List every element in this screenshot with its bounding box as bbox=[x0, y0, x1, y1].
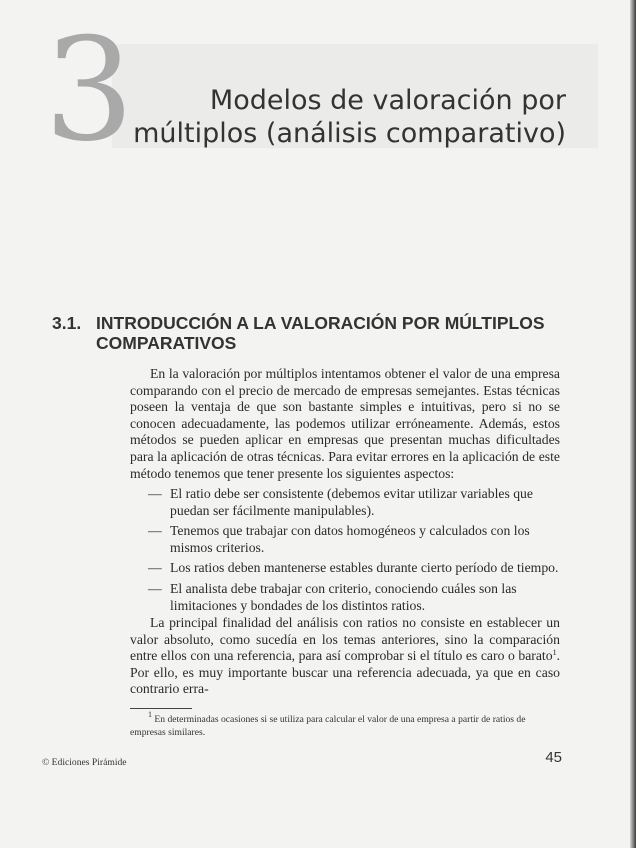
footnote bbox=[130, 710, 562, 739]
list-item-text: El analista debe trabajar con criterio, conociendo cuáles son las limitaciones y bondades de los distintos ratios. bbox=[170, 580, 517, 613]
dash-bullet: — bbox=[148, 523, 162, 539]
page-edge-shadow bbox=[630, 0, 636, 848]
dash-bullet: — bbox=[148, 486, 162, 501]
purpose-text-start: La principal finalidad del análisis con ratios no consiste en establecer un valor absoluto, como sucedía en los temas anteriores, sino la comparación entre ellos con una referencia, para así comprobar si el título es caro o barato bbox=[130, 615, 560, 664]
footnote-reference[interactable]: 1 bbox=[552, 648, 557, 658]
list-item bbox=[148, 560, 560, 577]
footnote-text: En determinadas ocasiones si se utiliza para calcular el valor de una empresa a partir de ratios de empresas similares. bbox=[130, 714, 526, 738]
list-item bbox=[148, 523, 560, 556]
list-item-text: Los ratios deben mantenerse estables durante cierto período de tiempo. bbox=[170, 560, 559, 576]
page-number: 45 bbox=[545, 749, 562, 766]
chapter-title-line-1: Modelos de valoración por bbox=[209, 85, 566, 116]
dash-bullet: — bbox=[148, 560, 162, 576]
list-item-text: El ratio debe ser consistente (debemos evitar utilizar variables que puedan ser fácilmente manipulables). bbox=[170, 486, 533, 518]
chapter-title bbox=[133, 84, 566, 150]
dash-bullet: — bbox=[148, 580, 162, 596]
purpose-text-end: . Por ello, es muy importante buscar una referencia adecuada, ya que en caso contrario erra- bbox=[130, 648, 560, 697]
section-title: INTRODUCCIÓN A LA VALORACIÓN POR MÚLTIPLOS COMPARATIVOS bbox=[96, 313, 545, 353]
footnote-marker: 1 bbox=[148, 710, 152, 719]
list-item-text: Tenemos que trabajar con datos homogéneos y calculados con los mismos criterios. bbox=[170, 523, 530, 555]
list-item bbox=[148, 486, 560, 519]
intro-paragraph: En la valoración por múltiplos intentamos obtener el valor de una empresa comparando con el precio de mercado de empresas semejantes. Estas técnicas poseen la ventaja de que son bastante simples e intuitivas, pero si no se conocen adecuadamente, las podemos utilizar erróneamente. Además, estos métodos se pueden aplicar en empresas que presentan muchas dificultades para la aplicación de otras técnicas. Para evitar errores en la aplicación de este método tenemos que tener presente los siguientes aspectos: bbox=[130, 366, 560, 481]
chapter-number: 3 bbox=[44, 8, 131, 173]
aspects-list bbox=[148, 486, 560, 618]
chapter-title-line-2: múltiplos (análisis comparativo) bbox=[133, 118, 566, 149]
footnote-divider bbox=[130, 708, 192, 709]
section-number: 3.1. bbox=[52, 313, 82, 333]
publisher-credit: © Ediciones Pirámide bbox=[42, 757, 127, 768]
list-item bbox=[148, 581, 560, 614]
purpose-paragraph bbox=[130, 615, 560, 698]
